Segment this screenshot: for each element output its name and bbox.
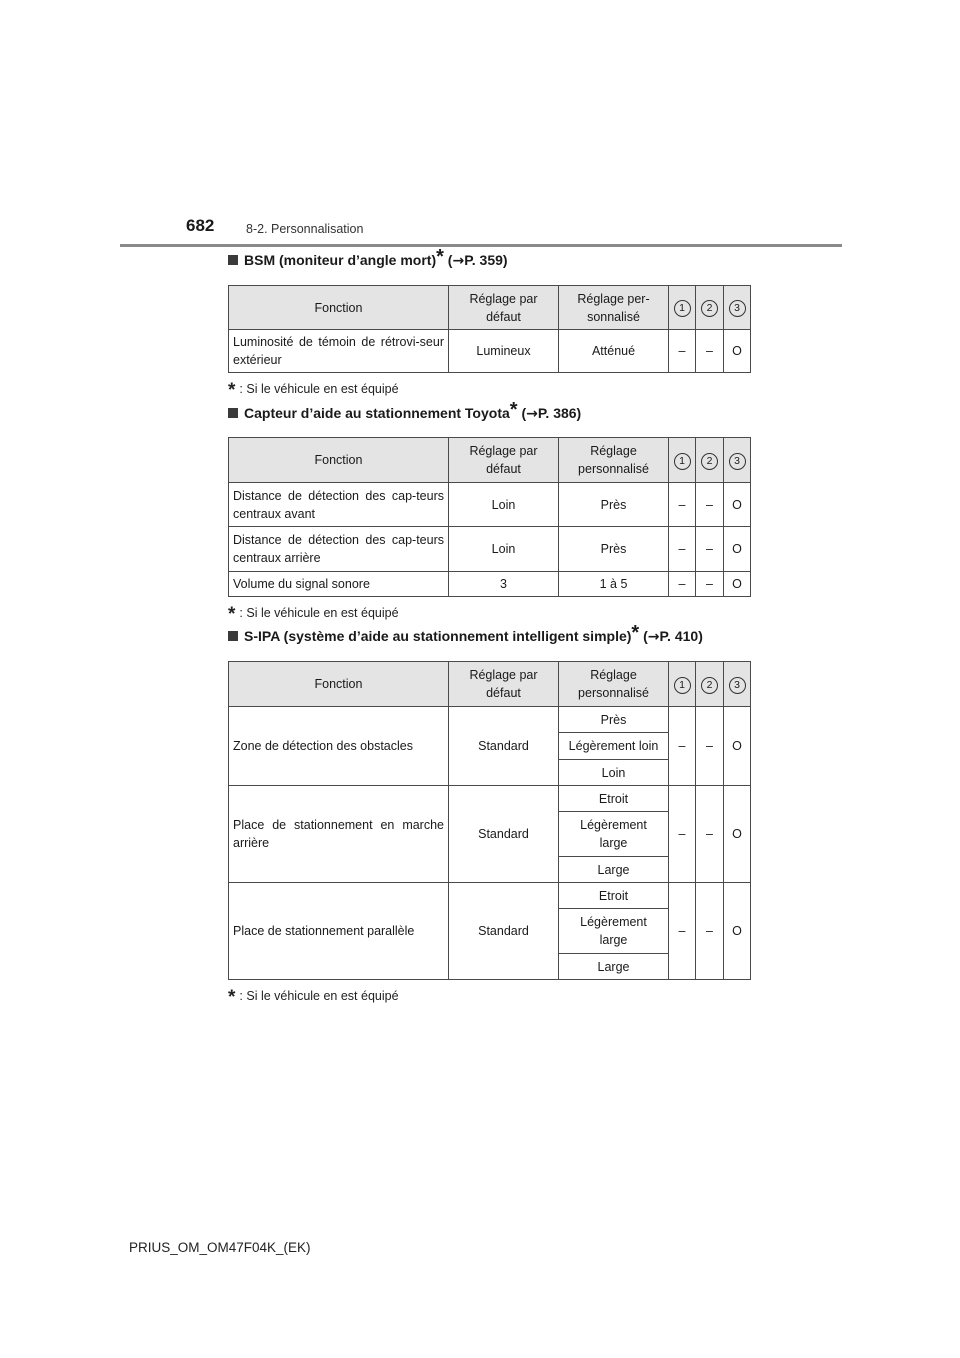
cell-c2: –	[696, 330, 724, 373]
table-row	[229, 527, 751, 572]
cell-option: Large	[559, 857, 669, 883]
footnote-text: : Si le véhicule en est équipé	[239, 989, 399, 1003]
parking-sensor-page-ref[interactable]: P. 386	[537, 405, 577, 421]
circled-1-icon: 1	[674, 453, 691, 470]
parking-sensor-footnote	[228, 604, 399, 625]
header-col-3	[724, 286, 751, 330]
header-custom: Réglage personnalisé	[559, 662, 669, 707]
cell-fonction: Volume du signal sonore	[229, 572, 449, 597]
cell-default: Standard	[449, 883, 559, 980]
asterisk-icon: *	[436, 246, 444, 268]
header-fonction: Fonction	[229, 662, 449, 707]
footnote-text: : Si le véhicule en est équipé	[239, 382, 399, 396]
sipa-footnote	[228, 987, 399, 1008]
cell-custom: Près	[559, 483, 669, 527]
cell-c2: –	[696, 572, 724, 597]
sipa-title-text: S-IPA (système d’aide au stationnement intelligent simple)	[244, 628, 632, 644]
cell-c3: O	[724, 786, 751, 883]
table-row	[229, 483, 751, 527]
header-col-3	[724, 438, 751, 483]
asterisk-icon: *	[228, 604, 236, 625]
header-custom: Réglage personnalisé	[559, 438, 669, 483]
cell-fonction: Distance de détection des cap-teurs centraux arrière	[229, 527, 449, 572]
cell-c3: O	[724, 527, 751, 572]
cell-c2: –	[696, 483, 724, 527]
circled-1-icon: 1	[674, 300, 691, 317]
cell-default: Standard	[449, 786, 559, 883]
cell-default: Loin	[449, 527, 559, 572]
parking-sensor-title: Capteur d’aide au stationnement Toyota* (→P. 386)	[228, 405, 581, 422]
table-row	[229, 330, 751, 373]
table-row	[229, 786, 751, 812]
cell-option: Légèrement large	[559, 812, 669, 857]
cell-option: Loin	[559, 760, 669, 786]
cell-option: Large	[559, 954, 669, 980]
sipa-title: S-IPA (système d’aide au stationnement intelligent simple)* (→P. 410)	[228, 628, 703, 645]
asterisk-icon: *	[228, 987, 236, 1008]
header-fonction: Fonction	[229, 286, 449, 330]
cell-c3: O	[724, 707, 751, 786]
circled-2-icon: 2	[701, 300, 718, 317]
cell-option: Etroit	[559, 786, 669, 812]
cell-c1: –	[669, 527, 696, 572]
table-header-row	[229, 438, 751, 483]
document-code: PRIUS_OM_OM47F04K_(EK)	[129, 1240, 311, 1255]
header-default: Réglage par défaut	[449, 438, 559, 483]
cell-custom: 1 à 5	[559, 572, 669, 597]
square-bullet-icon	[228, 255, 238, 265]
square-bullet-icon	[228, 408, 238, 418]
bsm-title-text: BSM (moniteur d’angle mort)	[244, 252, 437, 268]
circled-3-icon: 3	[729, 677, 746, 694]
cell-fonction: Place de stationnement en marche arrière	[229, 786, 449, 883]
table-row	[229, 707, 751, 733]
table-row	[229, 572, 751, 597]
table-header-row	[229, 662, 751, 707]
header-custom: Réglage per-sonnalisé	[559, 286, 669, 330]
cell-c3: O	[724, 883, 751, 980]
header-default: Réglage par défaut	[449, 662, 559, 707]
header-col-2	[696, 662, 724, 707]
section-header: 8-2. Personnalisation	[246, 222, 364, 236]
header-col-2	[696, 438, 724, 483]
square-bullet-icon	[228, 631, 238, 641]
cell-option: Etroit	[559, 883, 669, 909]
cell-c1: –	[669, 786, 696, 883]
footnote-text: : Si le véhicule en est équipé	[239, 606, 399, 620]
cell-option: Près	[559, 707, 669, 733]
cell-custom: Près	[559, 527, 669, 572]
bsm-title: BSM (moniteur d’angle mort)* (→P. 359)	[228, 252, 508, 269]
cell-default: Lumineux	[449, 330, 559, 373]
cell-c1: –	[669, 483, 696, 527]
header-col-1	[669, 662, 696, 707]
cell-default: 3	[449, 572, 559, 597]
cell-c3: O	[724, 572, 751, 597]
sipa-page-ref[interactable]: P. 410	[659, 628, 699, 644]
header-col-2	[696, 286, 724, 330]
asterisk-icon: *	[228, 380, 236, 401]
circled-3-icon: 3	[729, 453, 746, 470]
cell-fonction: Zone de détection des obstacles	[229, 707, 449, 786]
cell-c2: –	[696, 527, 724, 572]
circled-2-icon: 2	[701, 453, 718, 470]
circled-2-icon: 2	[701, 677, 718, 694]
cell-c1: –	[669, 330, 696, 373]
circled-3-icon: 3	[729, 300, 746, 317]
header-rule	[120, 244, 842, 247]
header-col-1	[669, 438, 696, 483]
cell-c2: –	[696, 786, 724, 883]
cell-default: Loin	[449, 483, 559, 527]
table-row	[229, 883, 751, 909]
cell-fonction: Luminosité de témoin de rétrovi-seur extérieur	[229, 330, 449, 373]
arrow-right-icon: →	[452, 253, 465, 269]
parking-sensor-title-text: Capteur d’aide au stationnement Toyota	[244, 405, 510, 421]
cell-c1: –	[669, 707, 696, 786]
cell-c3: O	[724, 483, 751, 527]
cell-c2: –	[696, 707, 724, 786]
cell-option: Légèrement large	[559, 909, 669, 954]
header-col-1	[669, 286, 696, 330]
bsm-page-ref[interactable]: P. 359	[464, 252, 503, 268]
cell-option: Légèrement loin	[559, 733, 669, 760]
bsm-table	[228, 285, 751, 373]
sipa-table	[228, 661, 751, 980]
header-default: Réglage par défaut	[449, 286, 559, 330]
cell-c3: O	[724, 330, 751, 373]
arrow-right-icon: →	[526, 406, 538, 422]
arrow-right-icon: →	[647, 629, 660, 645]
header-fonction: Fonction	[229, 438, 449, 483]
asterisk-icon: *	[509, 399, 518, 421]
bsm-footnote	[228, 380, 399, 401]
page-number: 682	[186, 216, 215, 235]
parking-sensor-table	[228, 437, 751, 597]
cell-fonction: Place de stationnement parallèle	[229, 883, 449, 980]
cell-c1: –	[669, 572, 696, 597]
cell-custom: Atténué	[559, 330, 669, 373]
cell-c1: –	[669, 883, 696, 980]
table-header-row	[229, 286, 751, 330]
cell-default: Standard	[449, 707, 559, 786]
cell-fonction: Distance de détection des cap-teurs centraux avant	[229, 483, 449, 527]
circled-1-icon: 1	[674, 677, 691, 694]
cell-c2: –	[696, 883, 724, 980]
asterisk-icon: *	[631, 622, 640, 644]
header-col-3	[724, 662, 751, 707]
